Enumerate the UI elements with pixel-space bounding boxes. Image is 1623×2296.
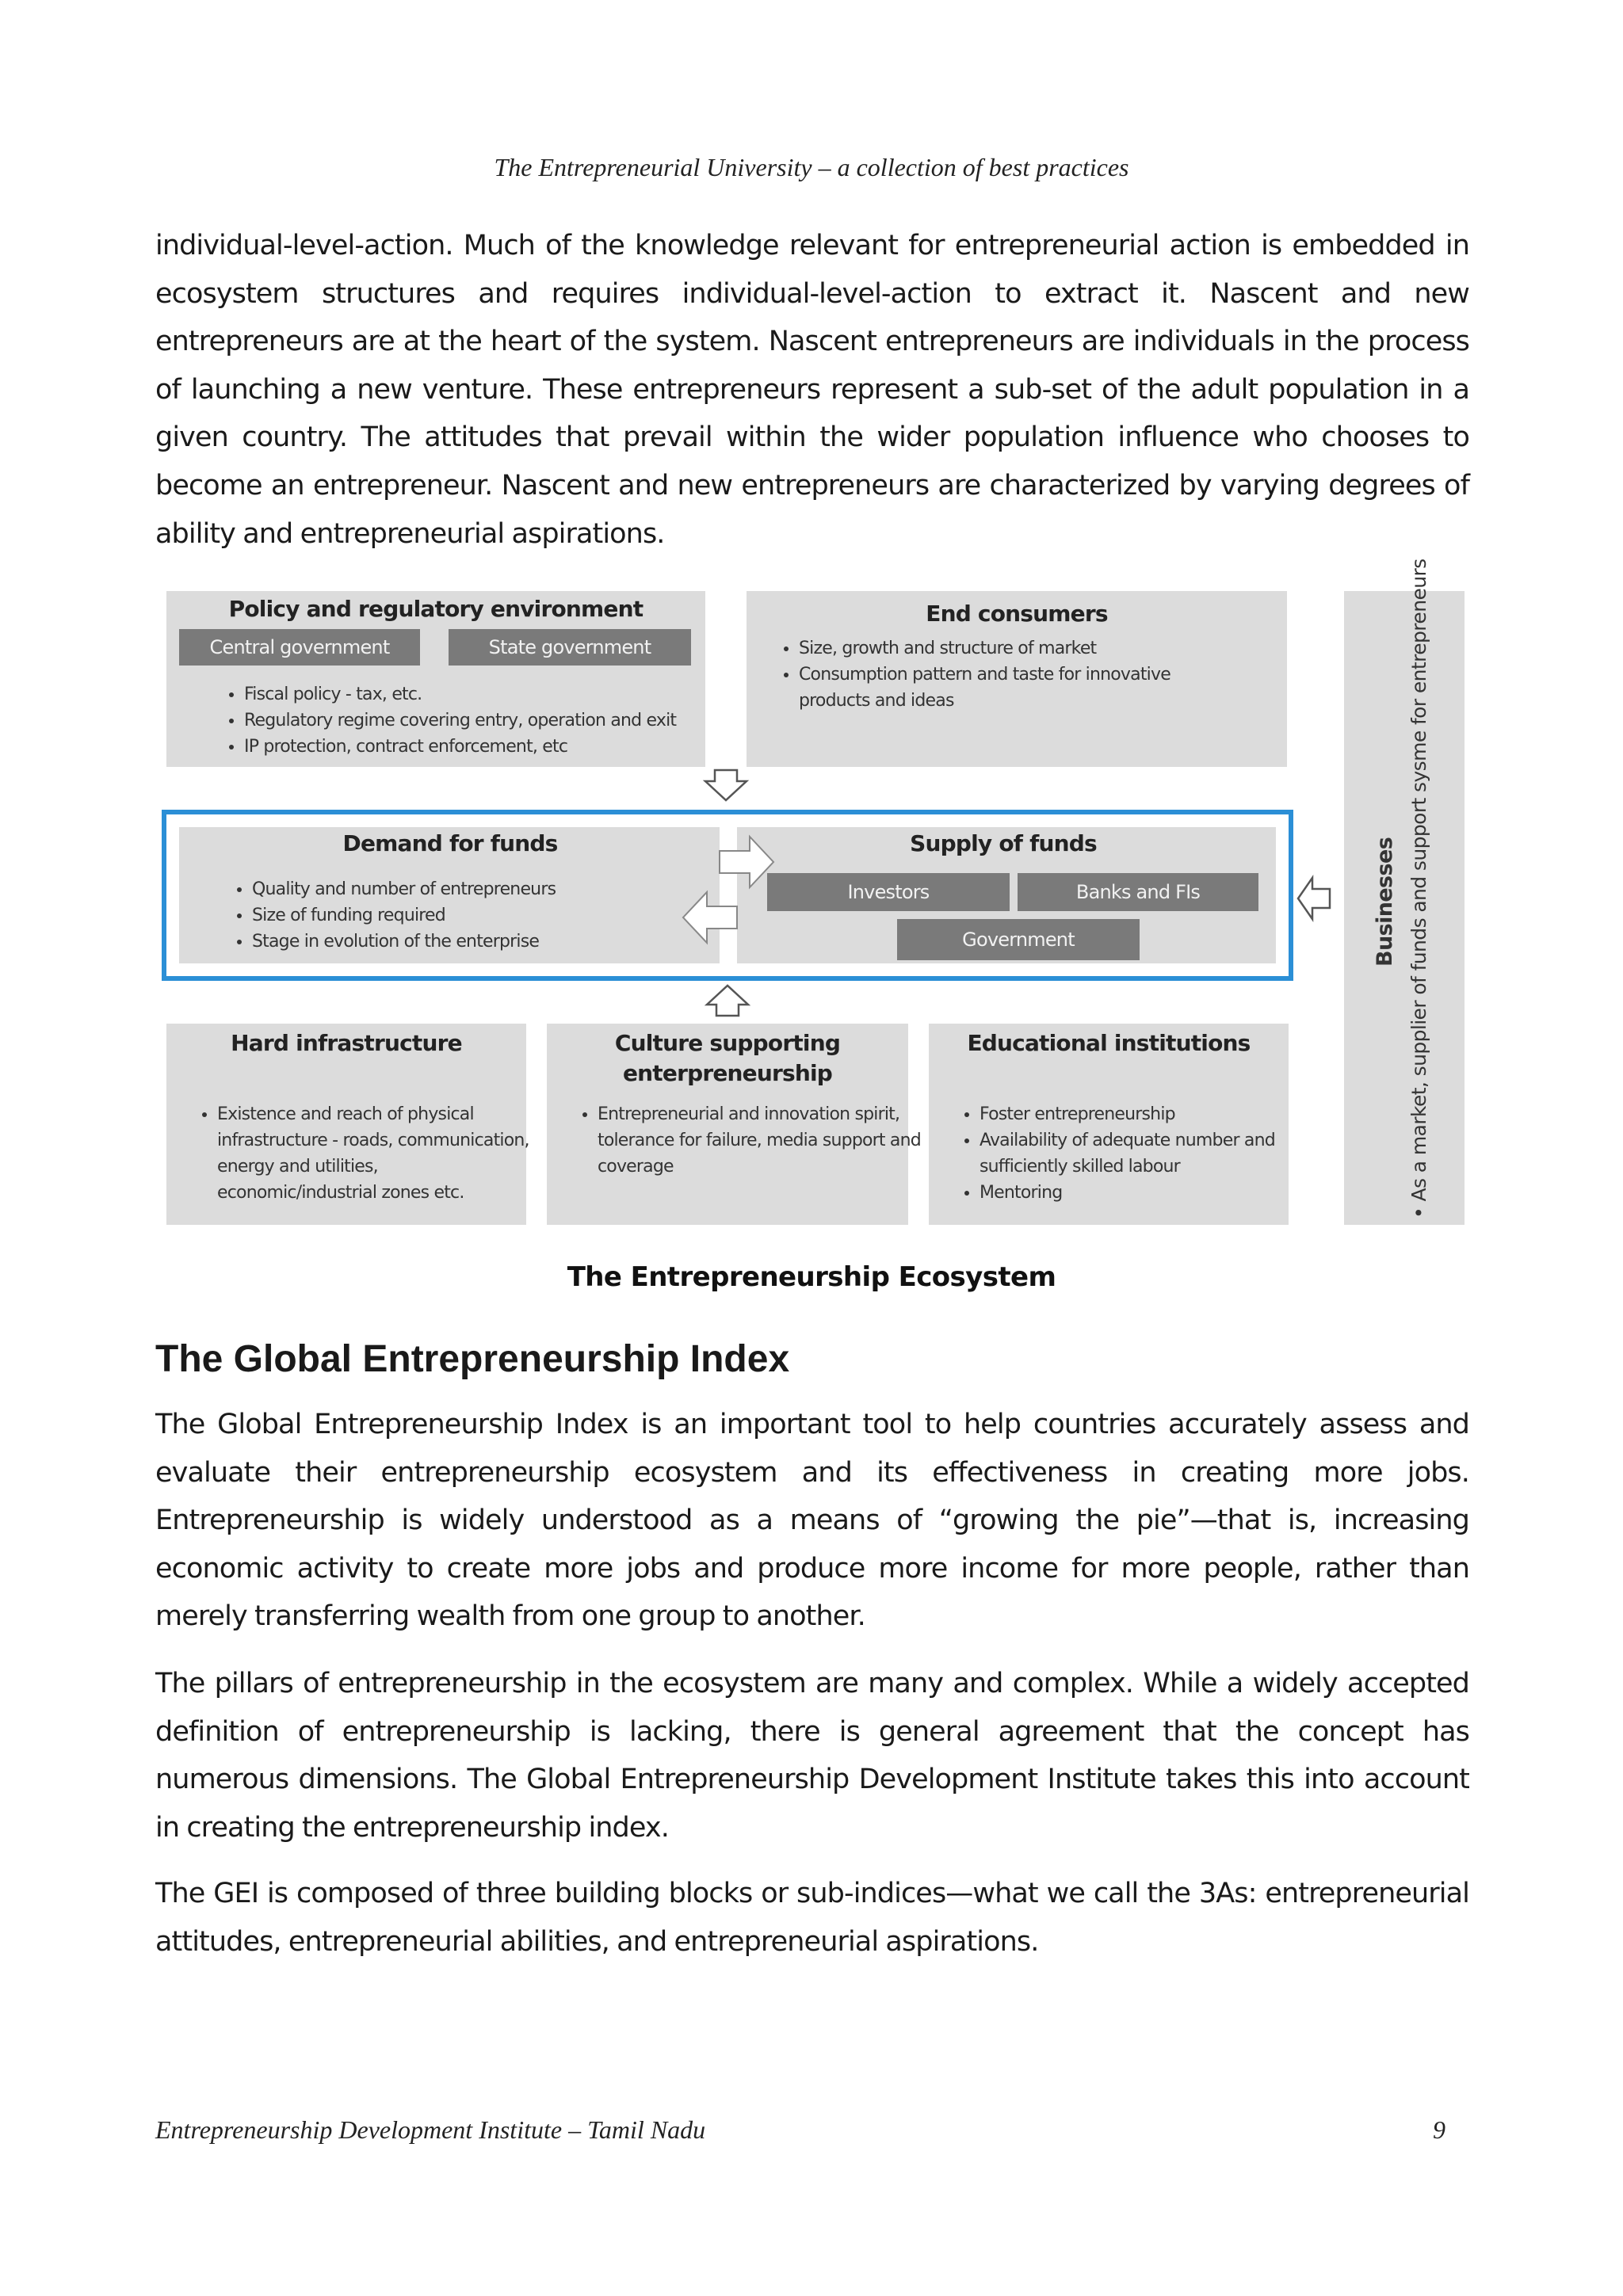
businesses-bullet: • As a market, supplier of funds and support sysme for entrepreneurs <box>1407 559 1430 1219</box>
supply-title: Supply of funds <box>910 830 1097 856</box>
demand-bullets <box>228 876 696 955</box>
demand-bullet: • Stage in evolution of the enterprise <box>252 929 696 955</box>
culture-title-line1: Culture supporting <box>614 1030 841 1056</box>
policy-bullet: • Regulatory regime covering entry, operation and exit <box>244 707 720 734</box>
businesses-box <box>1344 559 1465 1225</box>
demand-title: Demand for funds <box>342 830 558 856</box>
figure-caption: The Entrepreneurship Ecosystem <box>567 1261 1056 1293</box>
end-consumers-bullet: • Size, growth and structure of market <box>799 635 1195 662</box>
policy-box <box>166 591 705 767</box>
central-government-tag: Central government <box>179 629 420 666</box>
investors-tag: Investors <box>767 873 1010 911</box>
education-title: Educational institutions <box>967 1030 1251 1056</box>
education-bullets <box>956 1101 1304 1206</box>
policy-bullets <box>220 681 720 760</box>
demand-for-funds-box <box>179 827 721 963</box>
down-arrow-icon <box>702 769 750 803</box>
culture-bullets <box>574 1101 922 1180</box>
page-number: 9 <box>1433 2115 1445 2144</box>
policy-title: Policy and regulatory environment <box>228 596 643 622</box>
section-heading: The Global Entrepreneurship Index <box>155 1338 790 1380</box>
educational-institutions-box <box>929 1024 1289 1225</box>
end-consumers-bullets <box>775 635 1195 714</box>
supply-of-funds-box <box>731 827 1276 963</box>
demand-bullet: • Size of funding required <box>252 902 696 929</box>
policy-bullet: • IP protection, contract enforcement, etc <box>244 734 720 760</box>
exchange-arrows-icon <box>677 827 780 963</box>
businesses-bullet-text: As a market, supplier of funds and support sysme for entrepreneurs <box>1407 559 1430 1202</box>
policy-bullet: • Fiscal policy - tax, etc. <box>244 681 720 707</box>
end-consumers-bullet: • Consumption pattern and taste for innovative products and ideas <box>799 662 1195 714</box>
hard-infrastructure-title: Hard infrastructure <box>231 1030 462 1056</box>
businesses-title: Businesses <box>1373 837 1397 967</box>
gei-paragraph-3: The GEI is composed of three building blocks or sub-indices—what we call the 3As: entrepreneurial attitudes, entrepreneurial abilities, and entrepreneurial aspirations. <box>155 1878 1469 1958</box>
footer-institute: Entrepreneurship Development Institute – Tamil Nadu <box>155 2115 706 2144</box>
education-bullet: • Foster entrepreneurship <box>980 1101 1304 1127</box>
up-arrow-icon <box>704 982 751 1017</box>
gei-paragraph-1: The Global Entrepreneurship Index is an important tool to help countries accurately assess and evaluate their entrepreneurship ecosystem and its effectiveness in creating more jobs. Entrepreneurship is widely understood as a means of “growing the pie”—that is, increasing economic activity to create more jobs and produce more income for more people, rather than merely transferring wealth from one group to another. <box>155 1409 1469 1633</box>
end-consumers-box <box>747 591 1287 767</box>
education-bullet: • Availability of adequate number and sufficiently skilled labour <box>980 1127 1304 1180</box>
gei-paragraph-2: The pillars of entrepreneurship in the ecosystem are many and complex. While a widely accepted definition of entrepreneurship is lacking, there is general agreement that the concept has numerous dimensions. The Global Entrepreneurship Development Institute takes this into account in creating the entrepreneurship index. <box>155 1668 1469 1844</box>
education-bullet: • Mentoring <box>980 1180 1304 1206</box>
state-government-tag: State government <box>449 629 691 666</box>
hard-infrastructure-box <box>166 1024 529 1225</box>
banks-tag: Banks and FIs <box>1018 873 1258 911</box>
intro-paragraph: individual-level-action. Much of the knowledge relevant for entrepreneurial action is embedded in ecosystem structures and requires individual-level-action to extract it. Nascent and new entrepreneurs are at the heart of the system. Nascent entrepreneurs are individuals in the process of launching a new venture. These entrepreneurs represent a sub-set of the adult population in a given country. The attitudes that prevail within the wider population influence who chooses to become an entrepreneur. Nascent and new entrepreneurs are characterized by varying degrees of ability and entrepreneurial aspirations. <box>155 230 1469 550</box>
government-tag: Government <box>897 919 1140 960</box>
left-arrow-icon <box>1296 875 1331 922</box>
demand-bullet: • Quality and number of entrepreneurs <box>252 876 696 902</box>
hard-infrastructure-bullet: • Existence and reach of physical infrastructure - roads, communication, energy and utilities, economic/industrial zones etc. <box>217 1101 542 1206</box>
running-header: The Entrepreneurial University – a collection of best practices <box>494 153 1129 181</box>
culture-bullet: • Entrepreneurial and innovation spirit, tolerance for failure, media support and coverage <box>598 1101 922 1180</box>
hard-infrastructure-bullets <box>193 1101 542 1206</box>
ecosystem-diagram <box>162 559 1468 1230</box>
end-consumers-title: End consumers <box>926 601 1108 627</box>
culture-box <box>547 1024 921 1225</box>
culture-title-line2: enterpreneurship <box>622 1060 833 1086</box>
